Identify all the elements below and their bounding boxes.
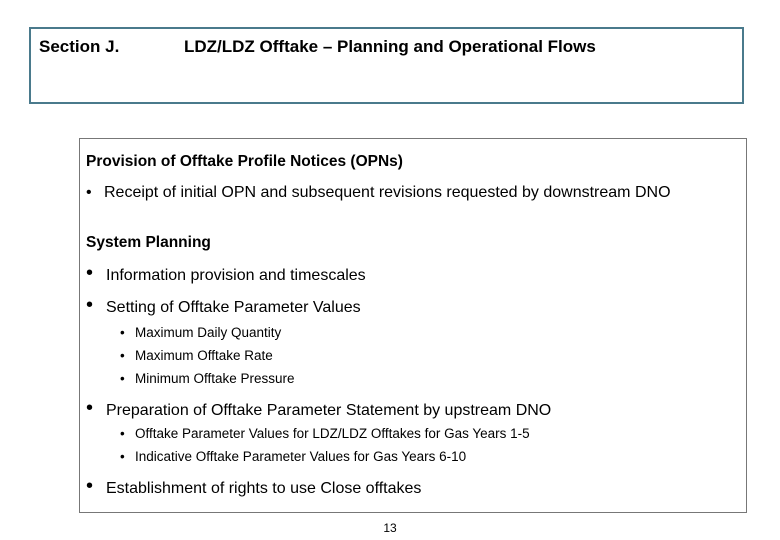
bullet-icon: •: [86, 475, 94, 497]
sub-item-min-pressure: [120, 370, 295, 387]
sub-item-text: Minimum Offtake Pressure: [135, 371, 295, 386]
list-item-text: Preparation of Offtake Parameter Statement by upstream DNO: [106, 402, 552, 419]
section-label: Section J.: [39, 37, 120, 56]
section-title: LDZ/LDZ Offtake – Planning and Operational Flows: [184, 37, 596, 56]
bullet-icon: •: [120, 426, 125, 441]
list-item-text: Setting of Offtake Parameter Values: [106, 299, 361, 316]
bullet-icon: •: [86, 294, 94, 316]
sub-item-text: Maximum Daily Quantity: [135, 325, 282, 340]
list-item-text: Establishment of rights to use Close offtakes: [106, 480, 422, 497]
sub-item-text: Maximum Offtake Rate: [135, 348, 273, 363]
list-item-close-offtakes: [86, 475, 422, 498]
sub-item-max-daily: [120, 324, 281, 341]
list-item-information: [86, 262, 366, 285]
heading-opn: Provision of Offtake Profile Notices (OPNs): [86, 153, 403, 170]
bullet-icon: •: [120, 348, 125, 363]
bullet-icon: •: [120, 449, 125, 464]
list-item-opn-receipt: [86, 183, 706, 202]
bullet-icon: •: [86, 397, 94, 419]
list-item-text: Information provision and timescales: [106, 267, 366, 284]
bullet-icon: •: [120, 371, 125, 386]
list-item-setting-values: [86, 294, 361, 317]
bullet-icon: •: [86, 262, 94, 284]
sub-item-text: Offtake Parameter Values for LDZ/LDZ Offtakes for Gas Years 1-5: [135, 426, 530, 441]
sub-item-text: Indicative Offtake Parameter Values for Gas Years 6-10: [135, 449, 467, 464]
list-item-text: Receipt of initial OPN and subsequent revisions requested by downstream DNO: [104, 184, 671, 201]
bullet-icon: •: [120, 325, 125, 340]
content-panel: [79, 138, 747, 513]
section-header: [29, 27, 744, 104]
sub-item-years-6-10: [120, 448, 466, 465]
page-number: 13: [383, 521, 397, 535]
sub-item-max-rate: [120, 347, 273, 364]
heading-system-planning: System Planning: [86, 234, 211, 251]
sub-item-years-1-5: [120, 425, 530, 442]
list-item-parameter-statement: [86, 397, 552, 420]
bullet-icon: •: [86, 184, 92, 201]
